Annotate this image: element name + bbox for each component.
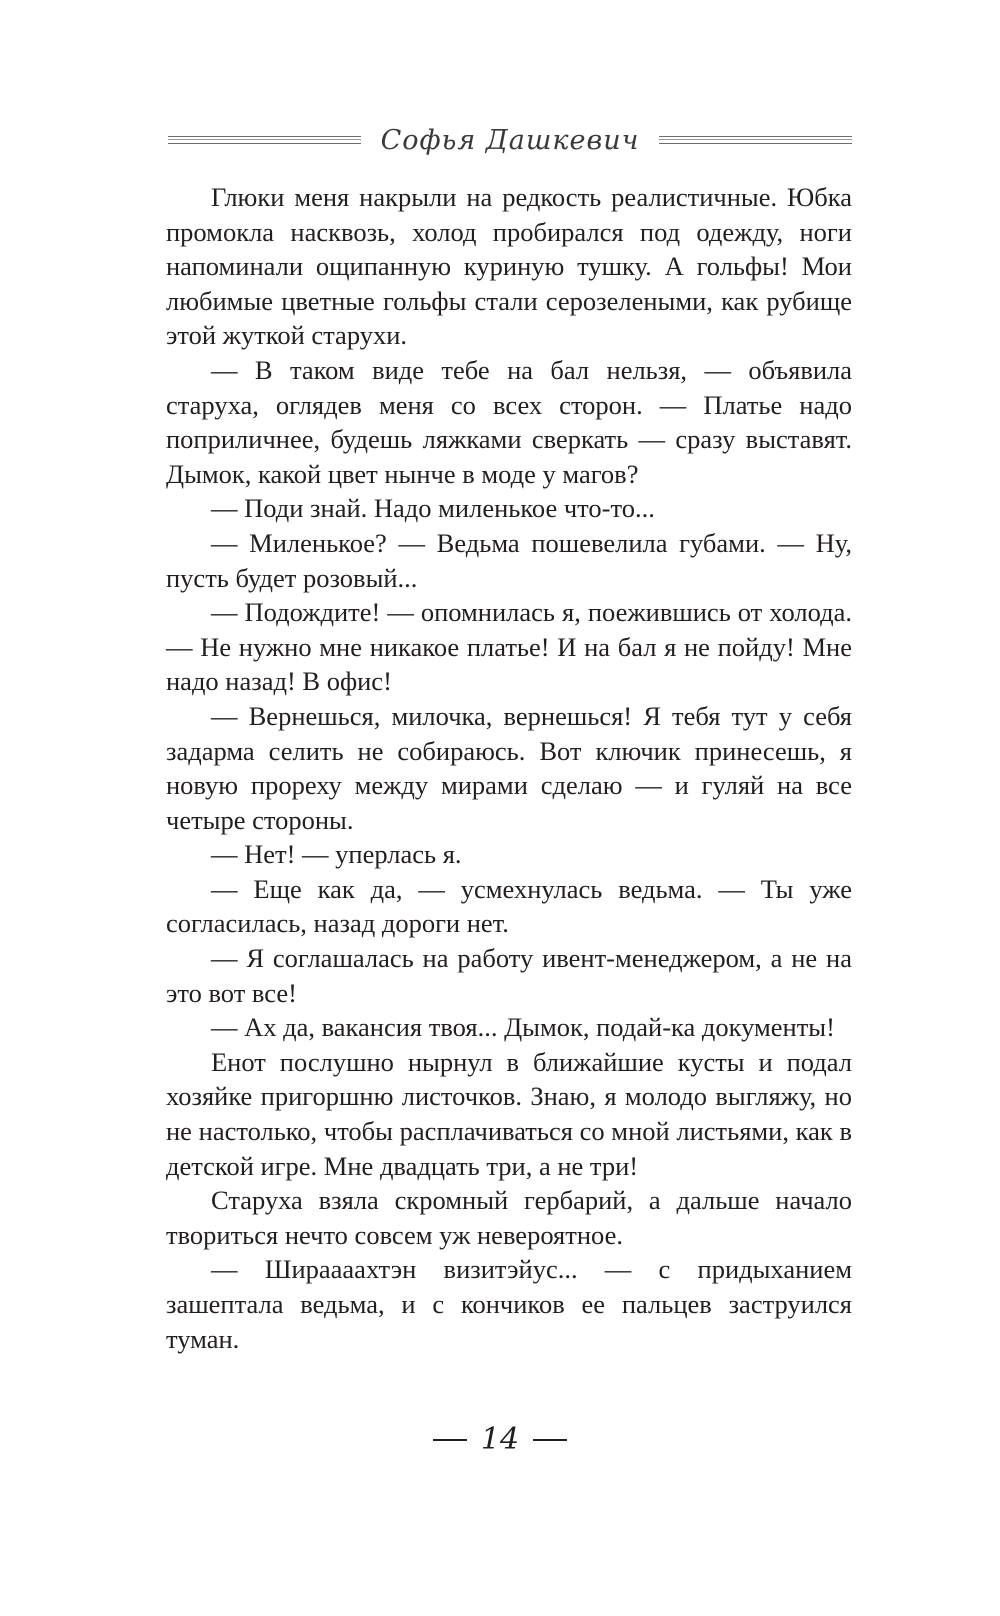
page-footer [0, 1420, 1000, 1460]
paragraph: — Шираааахтэн визитэйус... — с придыханием зашептала ведьма, и с кончиков ее пальцев заструился туман. [166, 1254, 852, 1354]
footer-dash-left [433, 1439, 467, 1441]
paragraph: — Нет! — уперлась я. [211, 839, 462, 870]
running-header [168, 118, 852, 162]
page-number: 14 [480, 1422, 520, 1457]
paragraph: — Еще как да, — усмехнулась ведьма. — Ты уже согласилась, назад дороги нет. [166, 873, 852, 939]
paragraph: — Я соглашалась на работу ивент-менеджером, а не на это вот все! [166, 943, 852, 1008]
header-rule-left [168, 136, 361, 144]
paragraph: Глюки меня накрыли на редкость реалистичные. Юбка промокла насквозь, холод пробирался под одежду, ноги напоминали ощипанную куриную тушку. А гольфы! Мои любимые цветные гольфы стали серозелеными, как рубище этой жуткой старухи. [166, 182, 852, 351]
paragraph: — В таком виде тебе на бал нельзя, — объявила старуха, оглядев меня со всех сторон. — Платье надо поприличнее, будешь ляжками сверкать — сразу выставят. Дымок, какой цвет нынче в моде у магов? [166, 354, 852, 489]
paragraph: — Миленькое? — Ведьма пошевелила губами. — Ну, пусть будет розовый... [166, 527, 852, 593]
footer-dash-right [533, 1439, 567, 1441]
header-rule-right [659, 136, 852, 144]
paragraph: — Поди знай. Надо миленькое что-то... [211, 493, 655, 524]
paragraph: — Подождите! — опомнилась я, поежившись от холода. — Не нужно мне никакое платье! И на бал я не пойду! Мне надо назад! В офис! [166, 597, 852, 697]
paragraph: Старуха взяла скромный гербарий, а дальше начало твориться нечто совсем уж невероятное. [166, 1185, 852, 1250]
header-author-name: Софья Дашкевич [380, 124, 640, 156]
paragraph: Енот послушно нырнул в ближайшие кусты и подал хозяйке пригоршню листочков. Знаю, я молодо выгляжу, но не настолько, чтобы расплачиваться со мной листьями, как в детской игре. Мне двадцать три, а не три! [166, 1046, 852, 1181]
paragraph: — Ах да, вакансия твоя... Дымок, подай-ка документы! [211, 1012, 835, 1043]
text-body [166, 180, 852, 1356]
paragraph: — Вернешься, милочка, вернешься! Я тебя тут у себя задарма селить не собираюсь. Вот ключик принесешь, я новую прореху между мирами сделаю — и гуляй на все четыре стороны. [166, 700, 852, 835]
